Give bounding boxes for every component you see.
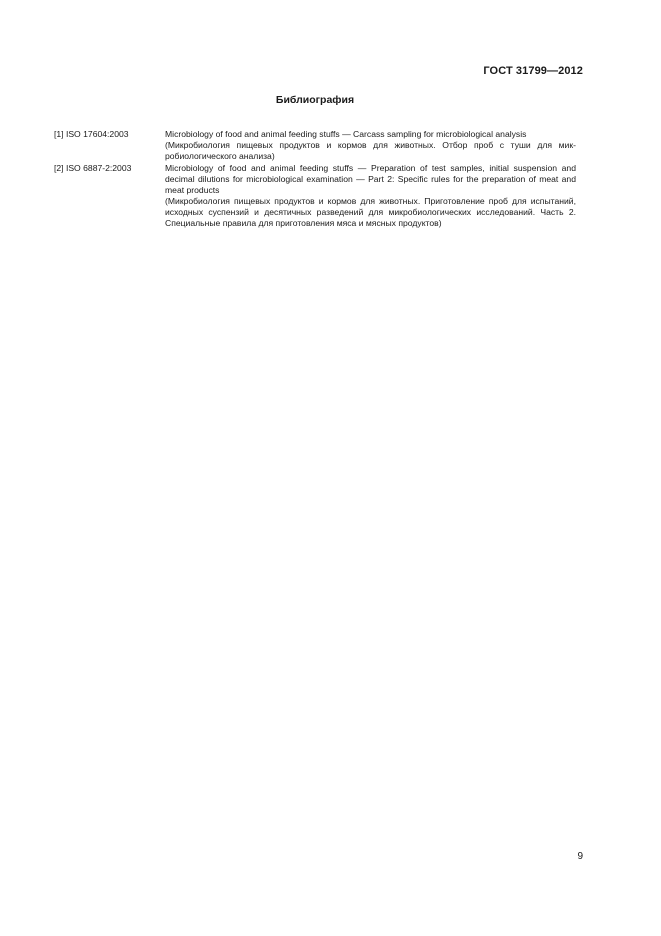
document-code-header: ГОСТ 31799—2012	[483, 65, 583, 77]
bibliography-description-1	[165, 129, 576, 162]
bibliography-reference-2: [2] ISO 6887-2:2003	[54, 163, 132, 173]
bibliography-title-en-1: Microbiology of food and animal feeding stuffs — Carcass sampling for microbiological analysis	[165, 129, 527, 139]
bibliography-title-ru-1: (Микробиология пищевых продуктов и кормов для животных. Отбор проб с туши для микробиологического анализа)	[165, 140, 576, 161]
bibliography-reference-1: [1] ISO 17604:2003	[54, 129, 129, 139]
bibliography-title-en-2: Microbiology of food and animal feeding stuffs — Preparation of test samples, initial suspension and decimal dilutions for microbiological examination — Part 2: Specific rules for the preparation of meat and meat products	[165, 163, 576, 195]
bibliography-entry-1	[54, 129, 576, 162]
bibliography-description-2	[165, 163, 576, 229]
page-number: 9	[577, 851, 583, 862]
bibliography-entry-2	[54, 163, 576, 229]
bibliography-title-ru-2: (Микробиология пищевых продуктов и кормов для животных. Приготовление проб для испытаний, исходных суспензий и десятичных разведений для микробиологических исследований. Часть 2. Специальные правила для приготовления мяса и мясных продуктов)	[165, 196, 576, 228]
bibliography-list	[54, 129, 576, 230]
bibliography-title: Библиография	[275, 94, 355, 106]
